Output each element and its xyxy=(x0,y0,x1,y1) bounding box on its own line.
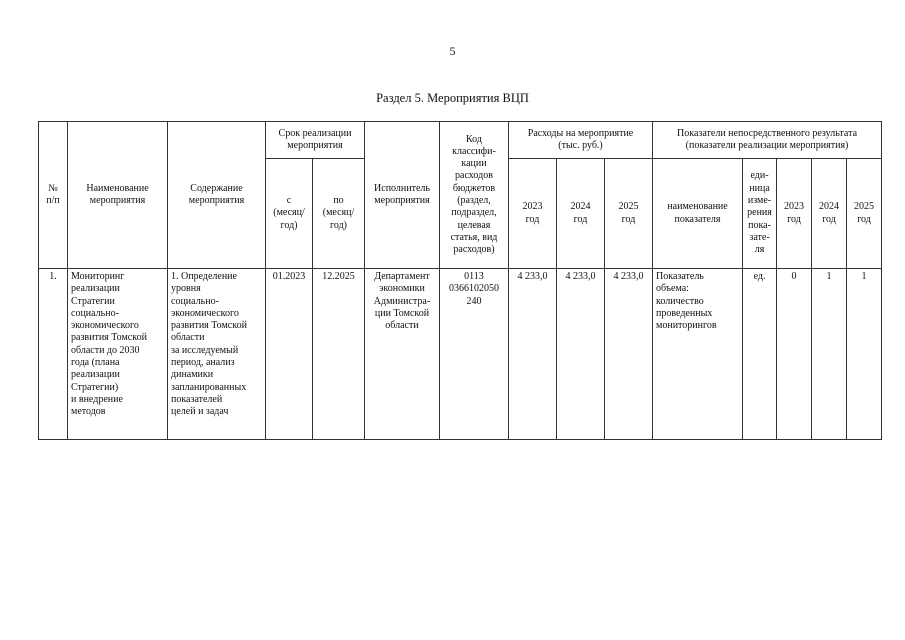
header-period-to: по (месяц/ год) xyxy=(313,159,365,269)
cell-code: 0113 0366102050 240 xyxy=(440,269,509,440)
cell-expenses-2025: 4 233,0 xyxy=(605,269,653,440)
cell-expenses-2024: 4 233,0 xyxy=(557,269,605,440)
header-indicator-unit: еди- ница изме- рения пока- зате- ля xyxy=(743,159,777,269)
cell-content: 1. Определение уровня социально- экономического развития Томской области за исследуемый период, анализ динамики запланированных показателей целей и задач xyxy=(168,269,266,440)
header-row-1 xyxy=(39,122,882,159)
cell-indicator-2025: 1 xyxy=(847,269,882,440)
header-expenses-2023: 2023 год xyxy=(509,159,557,269)
header-content: Содержание мероприятия xyxy=(168,122,266,269)
cell-num: 1. xyxy=(39,269,68,440)
cell-indicator-2023: 0 xyxy=(777,269,812,440)
cell-expenses-2023: 4 233,0 xyxy=(509,269,557,440)
header-indicators-group: Показатели непосредственного результата (показатели реализации мероприятия) xyxy=(653,122,882,159)
page-number: 5 xyxy=(449,44,456,58)
header-indicator-2024: 2024 год xyxy=(812,159,847,269)
header-indicator-2023: 2023 год xyxy=(777,159,812,269)
cell-period-from: 01.2023 xyxy=(266,269,313,440)
cell-name: Мониторинг реализации Стратегии социально- экономического развития Томской области до 2030 года (плана реализации Стратегии) и внедрение методов xyxy=(68,269,168,440)
cell-indicator-2024: 1 xyxy=(812,269,847,440)
table-row xyxy=(39,269,882,440)
activities-table xyxy=(38,121,882,440)
header-indicator-name: наименование показателя xyxy=(653,159,743,269)
header-period-group: Срок реализации мероприятия xyxy=(266,122,365,159)
header-expenses-2024: 2024 год xyxy=(557,159,605,269)
cell-indicator-name: Показатель объема: количество проведенных мониторингов xyxy=(653,269,743,440)
header-period-from: с (месяц/ год) xyxy=(266,159,313,269)
header-expenses-group: Расходы на мероприятие (тыс. руб.) xyxy=(509,122,653,159)
cell-executor: Департамент экономики Администра- ции Томской области xyxy=(365,269,440,440)
cell-period-to: 12.2025 xyxy=(313,269,365,440)
header-indicator-2025: 2025 год xyxy=(847,159,882,269)
section-title: Раздел 5. Мероприятия ВЦП xyxy=(376,91,529,105)
header-executor: Исполнитель мероприятия xyxy=(365,122,440,269)
header-num: № п/п xyxy=(39,122,68,269)
header-code: Код классифи- кации расходов бюджетов (раздел, подраздел, целевая статья, вид расходов) xyxy=(440,122,509,269)
cell-indicator-unit: ед. xyxy=(743,269,777,440)
header-expenses-2025: 2025 год xyxy=(605,159,653,269)
header-name: Наименование мероприятия xyxy=(68,122,168,269)
